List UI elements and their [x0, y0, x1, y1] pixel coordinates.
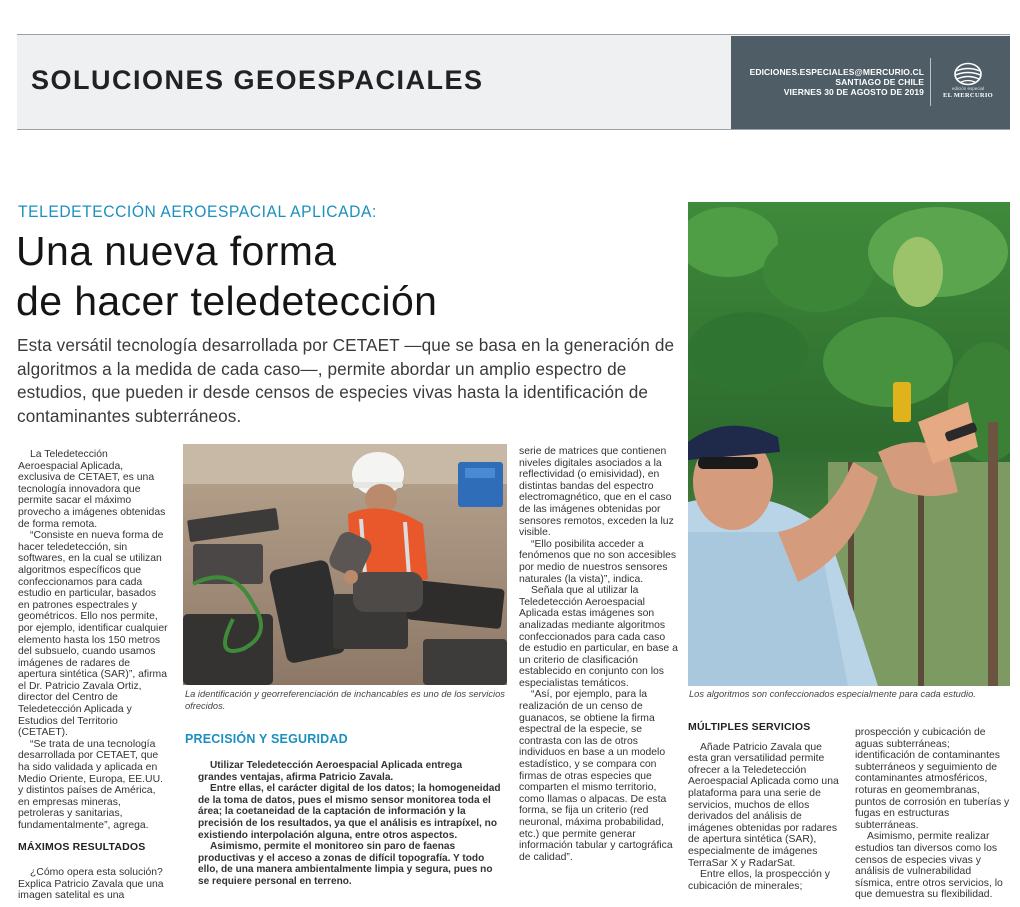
- body-column-5: [855, 727, 1010, 901]
- paragraph: serie de matrices que contienen niveles digitales asociados a la reflectividad (o emisividad), en distintas bandas del espectro electromagnético, que en el caso de las imágenes obtenidas por sensores remotos, exceden la luz visible.: [519, 446, 674, 539]
- logo-name: EL MERCURIO: [942, 92, 994, 99]
- publication-date: VIERNES 30 DE AGOSTO DE 2019: [783, 87, 924, 97]
- logo-tagline: edición especial: [951, 86, 985, 91]
- article-lead: Esta versátil tecnología desarrollada por CETAET —que se basa en la generación de algoritmos a la medida de cada caso—, permite abordar un amplio espectro de estudios, que pueden ir desde censos de especies vivas hasta la identificación de contaminantes subterráneos.: [17, 335, 675, 426]
- publication-box: [731, 36, 1010, 129]
- subhead-maximos-resultados: MÁXIMOS RESULTADOS: [18, 840, 146, 853]
- globe-logo-icon: [951, 62, 985, 86]
- publication-city: SANTIAGO DE CHILE: [835, 77, 924, 87]
- photo-worker-inchancables: [183, 444, 507, 685]
- photo-caption-1: La identificación y georreferenciación de inchancables es uno de los servicios ofrecidos.: [185, 689, 505, 711]
- vineyard-photo-illustration: [688, 202, 1010, 686]
- paragraph: Señala que al utilizar la Teledetección Aeroespacial Aplicada estas imágenes son analizadas mediante algoritmos confeccionados para cada caso de estudio en particular, en base a un criterio de clasificación establecido en conjunto con los especialistas temáticos.: [519, 585, 678, 689]
- paragraph: Entre ellas, el carácter digital de los datos; la homogeneidad de la toma de datos, pues el mismo sensor monitorea toda el área; la coetaneidad de la captación de información y la precisión de los resultados, ya que el análisis es intrapíxel, no existiendo interpolación alguna, entre otros aspectos.: [198, 783, 501, 841]
- section-title: SOLUCIONES GEOESPACIALES: [31, 65, 484, 95]
- subhead-multiples-servicios: MÚLTIPLES SERVICIOS: [688, 721, 811, 733]
- headline-line-1: Una nueva forma: [16, 228, 337, 274]
- paragraph: “Ello posibilita acceder a fenómenos que no son accesibles por medio de nuestros sensores naturales (la vista)”, indica.: [519, 538, 677, 585]
- el-mercurio-logo: [935, 62, 1001, 106]
- paragraph: Añade Patricio Zavala que esta gran versatilidad permite ofrecer a la Teledetección Aeroespacial Aplicada como una plataforma para una serie de servicios, muchos de ellos derivados del análisis de imágenes obtenidas por radares de apertura sintética (SAR), especialmente de imágenes TerraSar X y RadarSat.: [688, 741, 839, 869]
- body-column-3: [519, 446, 679, 863]
- section-header: [17, 34, 1010, 130]
- body-column-1: [18, 449, 168, 902]
- header-divider: [930, 58, 931, 106]
- body-column-4: [688, 722, 840, 892]
- paragraph: Utilizar Teledetección Aeroespacial Aplicada entrega grandes ventajas, afirma Patricio Zavala.: [198, 760, 463, 783]
- article-kicker: TELEDETECCIÓN AEROESPACIAL APLICADA:: [18, 202, 377, 221]
- publication-email[interactable]: EDICIONES.ESPECIALES@MERCURIO.CL: [749, 67, 924, 77]
- paragraph: Entre ellos, la prospección y cubicación de minerales;: [688, 869, 830, 892]
- worker-photo-illustration: [183, 444, 507, 685]
- paragraph: “Se trata de una tecnología desarrollada por CETAET, que ha sido validada y aplicada en Medio Oriente, Europa, EE.UU. y distintos países de América, en empresas mineras, petroleras y sanitarias, fundamentalmente”, agrega.: [18, 738, 163, 831]
- paragraph: Asimismo, permite el monitoreo sin paro de faenas productivas y el acceso a zonas de difícil topografía. Y todo ello, de una manera ambientalmente limpia y segura, pues no se requiere personal en terreno.: [198, 841, 493, 887]
- paragraph: Asimismo, permite realizar estudios tan diversos como los censos de especies vivas y análisis de vulnerabilidad sísmica, entre otros servicios, lo que demuestra su flexibilidad.: [855, 831, 1003, 901]
- precision-body: [198, 760, 503, 888]
- paragraph: “Así, por ejemplo, para la realización de un censo de guanacos, se obtiene la firma espectral de la especie, se contrasta con las de otros individuos en base a un modelo estadístico, y se compara con firmas de otras especies que comparten el mismo territorio, como llamas o alpacas. De esta forma, se fija un criterio (red neuronal, máxima probabilidad, etc.) que permite generar información tabular y cartográfica de calidad”.: [519, 689, 673, 863]
- paragraph: prospección y cubicación de aguas subterráneas; identificación de contaminantes subterráneos y seguimiento de contaminantes atmosféricos, roturas en geomembranas, puntos de corrosión en tuberías y fugas en estructuras subterráneas.: [855, 727, 1010, 831]
- photo-caption-2: Los algoritmos son confeccionados especialmente para cada estudio.: [689, 689, 976, 699]
- photo-man-vineyard: [688, 202, 1010, 686]
- paragraph: La Teledetección Aeroespacial Aplicada, exclusiva de CETAET, es una tecnología innovadora que permite sacar el máximo provecho a imágenes obtenidas de forma remota.: [18, 449, 166, 530]
- publication-meta: [750, 67, 924, 97]
- paragraph: ¿Cómo opera esta solución? Explica Patricio Zavala que una imagen satelital es una: [18, 867, 164, 902]
- headline-line-2: de hacer teledetección: [16, 278, 438, 324]
- subhead-precision-seguridad: PRECISIÓN Y SEGURIDAD: [185, 732, 348, 746]
- paragraph: “Consiste en nueva forma de hacer teledetección, sin softwares, en la cual se utilizan algoritmos específicos que confeccionamos para cada estudio en particular, basados en patrones espectrales y geométricos. Ello nos permite, por ejemplo, identificar cualquier elemento hasta los 150 metros del subsuelo, cuando usamos imágenes de radares de apertura sintética (SAR)”, afirma el Dr. Patricio Zavala Ortiz, director del Centro de Teledetección Aplicada y Estudios del Territorio (CETAET).: [18, 530, 168, 739]
- article-headline: [16, 226, 676, 326]
